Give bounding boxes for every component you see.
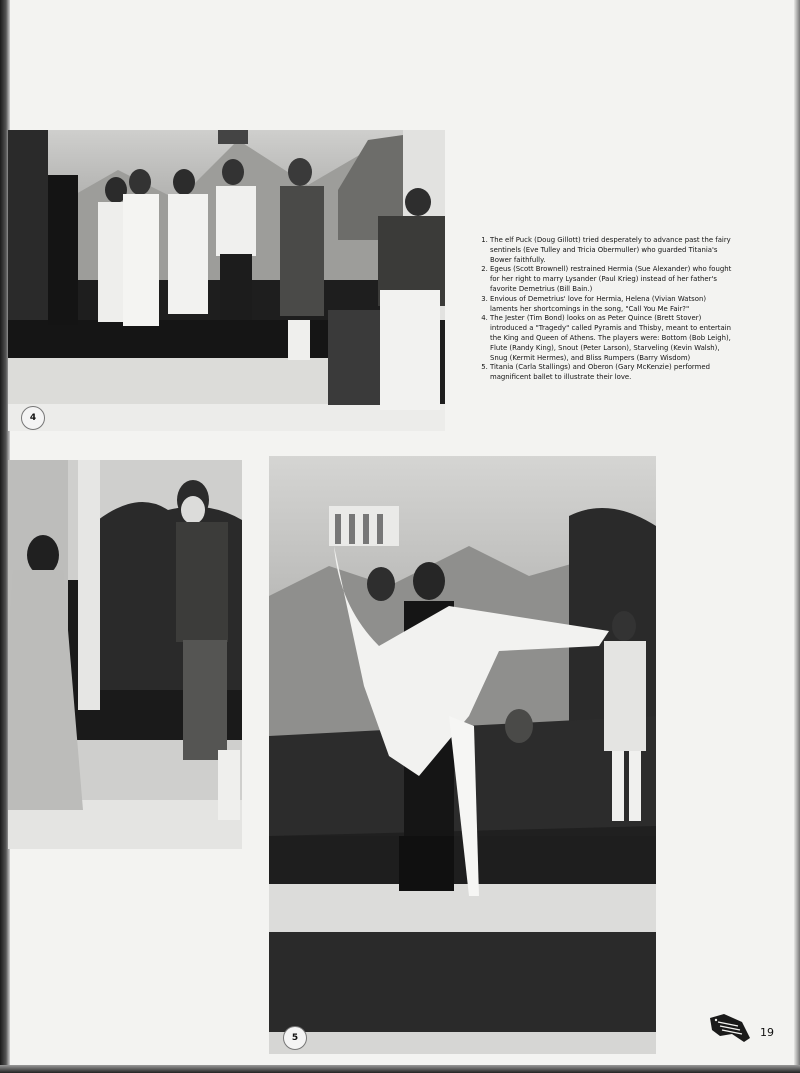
photo-ballet-scene [269,456,656,1054]
page-edge [794,0,800,1073]
flag-eagle-emblem-icon [708,1012,752,1046]
page-bottom-edge [0,1065,800,1073]
caption-item: 2. Egeus (Scott Brownell) restrained Hermia (Sue Alexander) who fought for her right to marry Lysander (Paul Krieg) instead of her father's favorite Demetrius (Bill Bain.) [490,265,732,294]
caption-item: 1. The elf Puck (Doug Gillott) tried desperately to advance past the fairy sentinels (Eve Tulley and Tricia Obermuller) who guarded Titania's Bower faithfully. [490,236,732,265]
photo-number-5: 5 [283,1026,307,1050]
caption-item: 3. Envious of Demetrius' love for Hermia, Helena (Vivian Watson) laments her shortcomings in the song, "Call You Me Fair?" [490,295,732,315]
photo-helena-scene [8,460,242,849]
caption-list [476,236,732,383]
page-number: 19 [760,1026,774,1039]
photo-stage-group-scene [8,130,445,431]
photo-number-4: 4 [21,406,45,430]
caption-item: 4. The Jester (Tim Bond) looks on as Peter Quince (Brett Stover) introduced a "Tragedy" called Pyramis and Thisby, meant to entertain the King and Queen of Athens. The players were: Bottom (Bob Leigh), Flute (Randy King), Snout (Peter Larson), Starveling (Kevin Walsh), Snug (Kermit Hermes), and Bliss Rumpers (Barry Wisdom) [490,314,732,363]
caption-item: 5. Titania (Carla Stallings) and Oberon (Gary McKenzie) performed magnificent ballet to illustrate their love. [490,363,732,383]
